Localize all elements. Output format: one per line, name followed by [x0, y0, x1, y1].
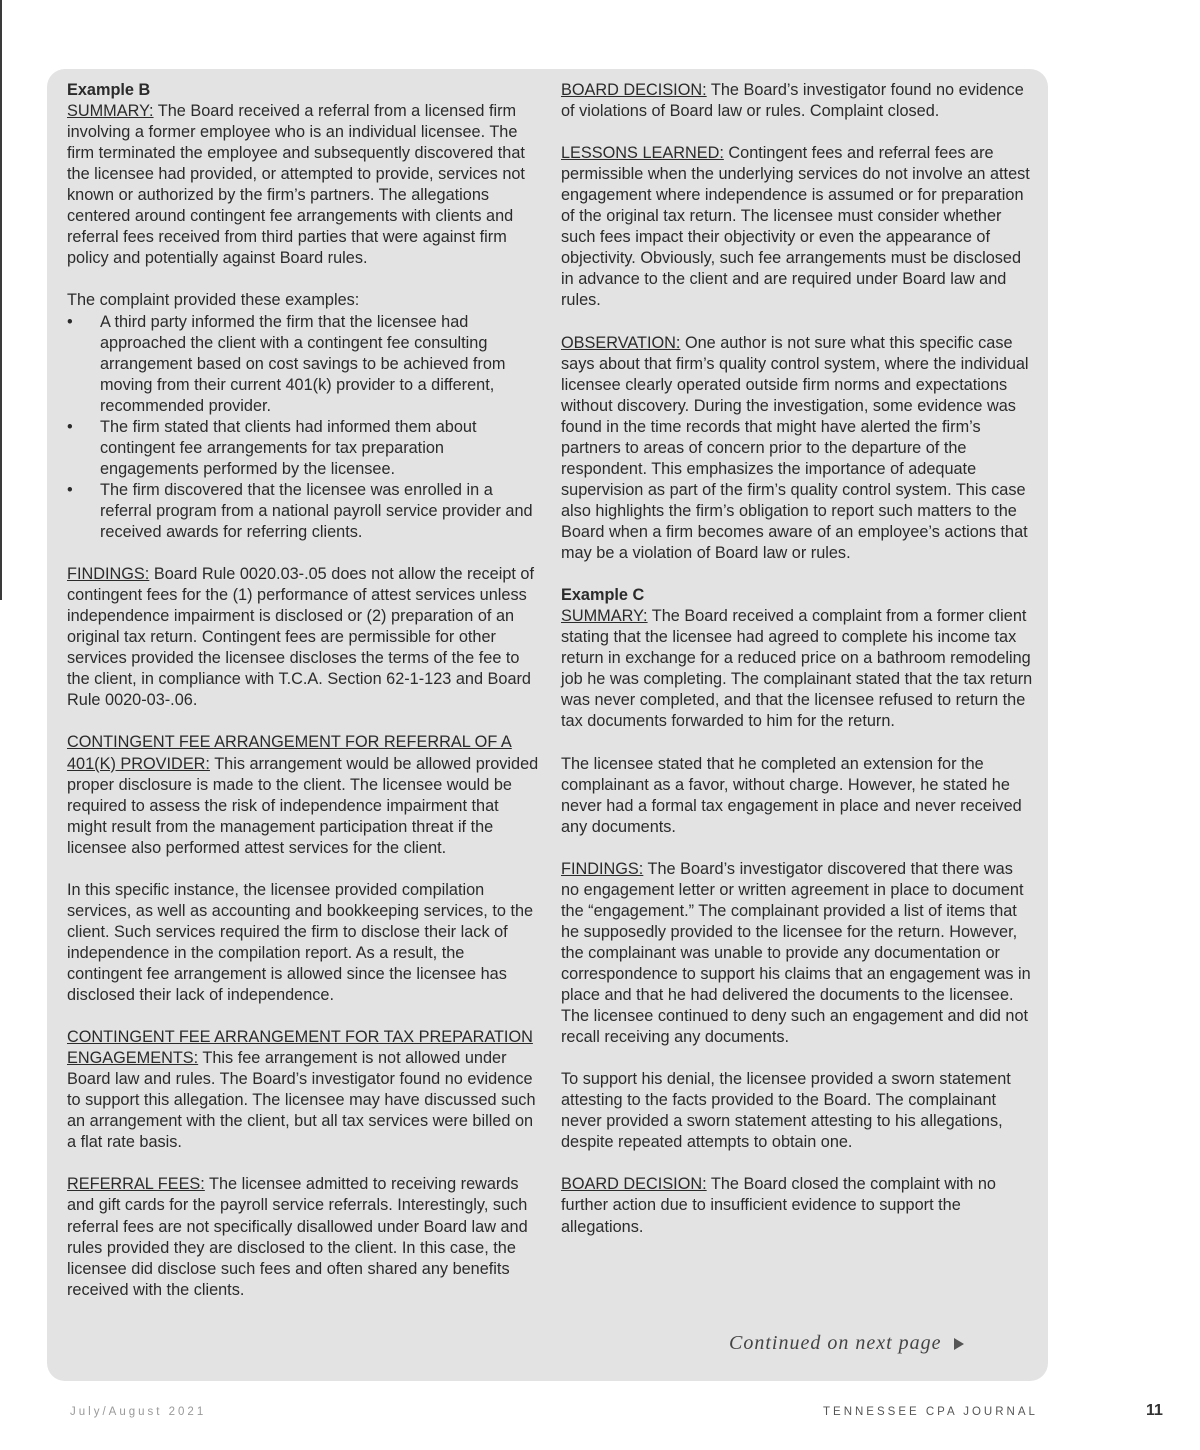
play-arrow-icon [954, 1338, 964, 1350]
observation-label: OBSERVATION: [561, 333, 681, 352]
summary-label: SUMMARY: [67, 102, 154, 121]
decision-text: The Board’s investigator found no evidence of violations of Board law or rules. Complaint closed. [561, 81, 1024, 121]
example-b-decision [561, 80, 1033, 122]
example-b-heading: Example B [67, 81, 151, 99]
example-b-findings [67, 564, 539, 711]
decision-label: BOARD DECISION: [561, 81, 707, 99]
example-b-summary [67, 101, 539, 269]
tax-prep-text: This fee arrangement is not allowed under Board law and rules. The Board’s investigator found no evidence to support this allegation. The licensee may have discussed such an arrangement with the client, but all tax services were billed on a flat rate basis. [67, 1049, 536, 1152]
summary-text: The Board received a referral from a licensed firm involving a former employee who is an individual licensee. The firm terminated the employee and subsequently discovered that the licensee had provided, or attempted to provide, services not known or authorized by the firm’s partners. The allegations centered around contingent fee arrangements with clients and referral fees received from third parties that were against firm policy and potentially against Board rules. [67, 102, 525, 268]
findings-text: The Board’s investigator discovered that there was no engagement letter or written agreement in place to document the “engagement.” The complainant provided a list of items that he supposedly provided to the licensee for the return. However, the complainant was unable to provide any documentation or correspondence to support his claims that an engagement was in place and that he had delivered the documents to the licensee. The licensee continued to deny such an engagement and did not recall receiving any documents. [561, 859, 1031, 1047]
list-item: • The firm stated that clients had informed them about contingent fee arrangements for tax preparation engagements performed by the licensee. [67, 417, 539, 480]
findings-label: FINDINGS: [561, 859, 644, 878]
tax-prep-label: CONTINGENT FEE ARRANGEMENT FOR TAX PREPARATION ENGAGEMENTS: [67, 1028, 533, 1068]
referral-401k-section [67, 732, 539, 858]
licensee-stated-paragraph: The licensee stated that he completed an extension for the complainant as a favor, without charge. However, he stated he never had a formal tax engagement in place and never received any documents. [561, 754, 1022, 836]
observation-text: One author is not sure what this specific case says about that firm’s quality control system, where the individual licensee clearly operated outside firm norms and expectations without discovery. During the investigation, some evidence was found in the time records that might have alerted the firm’s partners to areas of concern prior to the departure of the respondent. This emphasizes the importance of adequate supervision as part of the firm’s quality control system. This case also highlights the firm’s obligation to report such matters to the Board when a firm becomes aware of an employee’s actions that may be a violation of Board law or rules. [561, 333, 1029, 563]
referral-fees-section [67, 1174, 539, 1300]
lessons-label: LESSONS LEARNED: [561, 144, 724, 163]
referral-401k-text: This arrangement would be allowed provided proper disclosure is made to the client. The licensee would be required to assess the risk of independence impairment that might result from the management participation threat if the licensee also performed attest services for the client. [67, 754, 539, 857]
summary-label: SUMMARY: [561, 607, 648, 626]
referral-401k-label: CONTINGENT FEE ARRANGEMENT FOR REFERRAL OF A 401(K) PROVIDER: [67, 733, 512, 773]
referral-fees-label: REFERRAL FEES: [67, 1175, 205, 1194]
list-item: • The firm discovered that the licensee was enrolled in a referral program from a national payroll service provider and received awards for referring clients. [67, 480, 539, 543]
observation [561, 333, 1033, 565]
page-number: 11 [1146, 1402, 1163, 1419]
continued-next-page-link[interactable] [729, 1332, 964, 1355]
footer-date: July/August 2021 [70, 1406, 207, 1418]
specific-instance-paragraph: In this specific instance, the licensee provided compilation services, as well as accounting and bookkeeping services, to the client. Such services required the firm to disclose their lack of independence in the compilation report. As a result, the contingent fee arrangement is allowed since the licensee has disclosed their lack of independence. [67, 880, 534, 1005]
left-column [67, 80, 539, 1322]
list-item: • A third party informed the firm that the licensee had approached the client with a contingent fee consulting arrangement based on cost savings to be achieved from moving from their current 401(k) provider to a different, recommended provider. [67, 312, 539, 417]
complaint-examples-list [67, 312, 539, 544]
findings-label: FINDINGS: [67, 565, 150, 584]
example-c-decision [561, 1174, 1033, 1237]
page-edge-line [0, 0, 2, 600]
referral-fees-text: The licensee admitted to receiving rewards and gift cards for the payroll service referrals. Interestingly, such referral fees are not specifically disallowed under Board law and rules provided they are disclosed to the client. In this case, the licensee did disclose such fees and often shared any benefits received with the clients. [67, 1175, 528, 1299]
example-c-summary [561, 606, 1033, 732]
lessons-learned [561, 143, 1033, 311]
example-c-heading: Example C [561, 586, 645, 605]
decision-text: The Board closed the complaint with no further action due to insufficient evidence to support the allegations. [561, 1175, 996, 1236]
complaint-intro: The complaint provided these examples: [67, 291, 360, 310]
findings-text: Board Rule 0020.03-.05 does not allow the receipt of contingent fees for the (1) performance of attest services unless independence impairment is disclosed or (2) preparation of an original tax return. Contingent fees are permissible for other services provided the licensee discloses the terms of the fee to the client, in compliance with T.C.A. Section 62-1-123 and Board Rule 0020-03-.06. [67, 565, 534, 710]
example-c-findings [561, 859, 1033, 1048]
summary-text: The Board received a complaint from a former client stating that the licensee had agreed to complete his income tax return in exchange for a reduced price on a bathroom remodeling job he was completing. The complainant stated that the tax return was never completed, and that the licensee refused to return the tax documents forwarded to him for the return. [561, 607, 1033, 731]
right-column [561, 80, 1033, 1259]
continued-label: Continued on next page [729, 1332, 942, 1354]
tax-prep-section [67, 1027, 539, 1153]
support-denial-paragraph: To support his denial, the licensee provided a sworn statement attesting to the facts provided to the Board. The complainant never provided a sworn statement attesting to his allegations, despite repeated attempts to obtain one. [561, 1070, 1011, 1152]
lessons-text: Contingent fees and referral fees are permissible when the underlying services do not involve an attest engagement where independence is assumed or for preparation of the original tax return. The licensee must consider whether such fees impact their objectivity or even the appearance of objectivity. Obviously, such fee arrangements must be disclosed in advance to the client and are required under Board law and rules. [561, 144, 1030, 310]
footer-journal-name: TENNESSEE CPA JOURNAL [823, 1406, 1038, 1418]
decision-label: BOARD DECISION: [561, 1175, 707, 1194]
